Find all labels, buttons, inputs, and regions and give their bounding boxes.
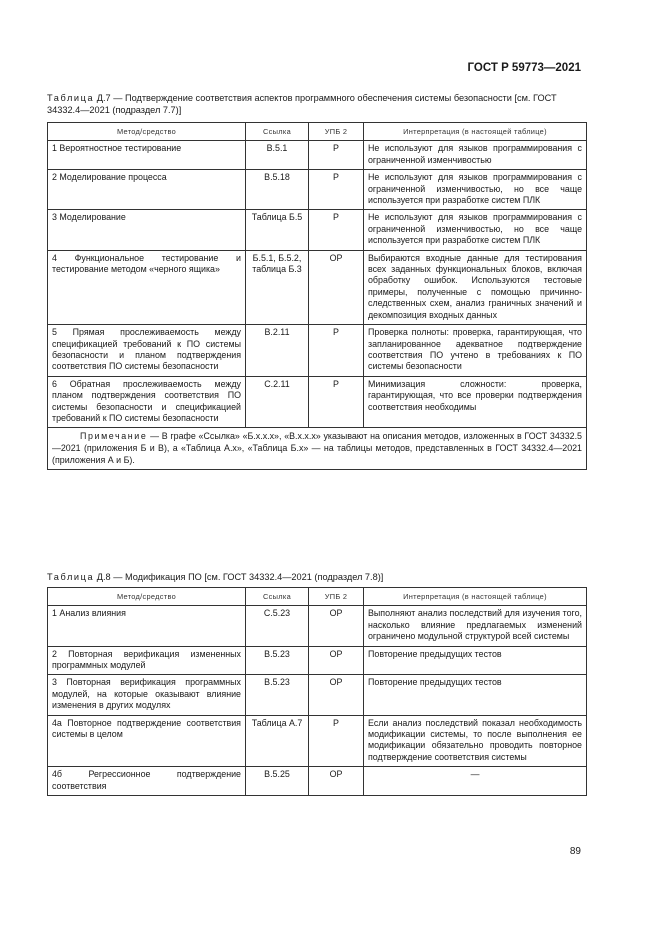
- table-row: [48, 250, 587, 324]
- cell-ref: Б.5.1, Б.5.2, таблица Б.3: [246, 250, 309, 324]
- cell-ref: Таблица А.7: [246, 715, 309, 767]
- cell-upb: ОР: [309, 606, 364, 646]
- cell-method: 2 Повторная верификация измененных программных модулей: [48, 646, 246, 675]
- column-header-ref: Ссылка: [246, 123, 309, 141]
- cell-method: 4а Повторное подтверждение соответствия системы в целом: [48, 715, 246, 767]
- cell-interp: Минимизация сложности: проверка, гарантирующая, что все проверки подтверждения соответствия необходимы: [364, 376, 587, 428]
- cell-method: 3 Повторная верификация программных модулей, на которые оказывают влияние изменения в других модулях: [48, 675, 246, 715]
- cell-upb: ОР: [309, 250, 364, 324]
- table-header-row: [48, 123, 587, 141]
- column-header-interp: Интерпретация (в настоящей таблице): [364, 588, 587, 606]
- cell-ref: В.5.23: [246, 646, 309, 675]
- cell-interp: Повторение предыдущих тестов: [364, 675, 587, 715]
- table-note-row: [48, 428, 587, 470]
- caption-prefix: Таблица: [47, 572, 95, 582]
- table-row: [48, 646, 587, 675]
- column-header-method: Метод/средство: [48, 588, 246, 606]
- cell-method: 2 Моделирование процесса: [48, 170, 246, 210]
- cell-upb: Р: [309, 170, 364, 210]
- table-row: [48, 210, 587, 250]
- table-caption-d7: [47, 92, 587, 116]
- column-header-interp: Интерпретация (в настоящей таблице): [364, 123, 587, 141]
- cell-ref: С.2.11: [246, 376, 309, 428]
- cell-interp: Не используют для языков программирования с ограниченной изменчивостью: [364, 141, 587, 170]
- cell-upb: Р: [309, 376, 364, 428]
- cell-upb: Р: [309, 210, 364, 250]
- table-row: [48, 675, 587, 715]
- caption-text: Д.8 — Модификация ПО [см. ГОСТ 34332.4—2021 (подраздел 7.8)]: [94, 572, 384, 582]
- page-number: 89: [569, 846, 581, 857]
- cell-interp: Выполняют анализ последствий для изучения того, насколько влияние предлагаемых изменений ограничено модульной структурой всей системы: [364, 606, 587, 646]
- cell-method: 1 Анализ влияния: [48, 606, 246, 646]
- cell-ref: Таблица Б.5: [246, 210, 309, 250]
- cell-method: 3 Моделирование: [48, 210, 246, 250]
- cell-method: 1 Вероятностное тестирование: [48, 141, 246, 170]
- note-prefix: Примечание: [80, 431, 148, 442]
- table-header-row: [48, 588, 587, 606]
- table-row: [48, 606, 587, 646]
- cell-ref: В.5.1: [246, 141, 309, 170]
- cell-upb: ОР: [309, 767, 364, 796]
- cell-method: 4б Регрессионное подтверждение соответствия: [48, 767, 246, 796]
- cell-upb: Р: [309, 715, 364, 767]
- cell-interp: Проверка полноты: проверка, гарантирующая, что запланированное адекватное подтверждение соответствия ПО учтено в требованиях к ПО системы безопасности: [364, 325, 587, 377]
- table-row: [48, 325, 587, 377]
- cell-ref: В.2.11: [246, 325, 309, 377]
- table-row: [48, 376, 587, 428]
- table-d7: [47, 122, 587, 470]
- cell-method: 5 Прямая прослеживаемость между спецификацией требований к ПО системы безопасности и планом подтверждения соответствия ПО системы безопасности: [48, 325, 246, 377]
- table-caption-d8: [47, 571, 587, 583]
- cell-ref: С.5.23: [246, 606, 309, 646]
- cell-ref: В.5.18: [246, 170, 309, 210]
- cell-interp: Повторение предыдущих тестов: [364, 646, 587, 675]
- table-d8: [47, 587, 587, 796]
- column-header-ref: Ссылка: [246, 588, 309, 606]
- cell-interp: Не используют для языков программирования с ограниченной изменчивостью, но все чаще используется при разработке систем ПЛК: [364, 170, 587, 210]
- cell-interp: Выбираются входные данные для тестирования всех заданных функциональных блоков, включая обработку ошибок. Используются тестовые примеры, полученные с помощью причинно-следственных схем, анализ граничных значений и декомпозиция входных данных: [364, 250, 587, 324]
- caption-text: Д.7 — Подтверждение соответствия аспектов программного обеспечения системы безопасности [см. ГОСТ 34332.4—2021 (подраздел 7.7)]: [47, 93, 557, 115]
- table-row: [48, 767, 587, 796]
- cell-ref: В.5.23: [246, 675, 309, 715]
- table-row: [48, 715, 587, 767]
- caption-prefix: Таблица: [47, 93, 95, 103]
- cell-method: 6 Обратная прослеживаемость между планом подтверждения соответствия ПО системы безопасности и спецификацией требований к ПО системы безопасности: [48, 376, 246, 428]
- table-note: [48, 428, 587, 470]
- cell-upb: ОР: [309, 646, 364, 675]
- document-code: ГОСТ Р 59773—2021: [467, 62, 581, 74]
- column-header-method: Метод/средство: [48, 123, 246, 141]
- cell-upb: ОР: [309, 675, 364, 715]
- cell-ref: В.5.25: [246, 767, 309, 796]
- cell-upb: Р: [309, 325, 364, 377]
- column-header-upb: УПБ 2: [309, 123, 364, 141]
- table-row: [48, 170, 587, 210]
- table-row: [48, 141, 587, 170]
- cell-interp: —: [364, 767, 587, 796]
- column-header-upb: УПБ 2: [309, 588, 364, 606]
- cell-interp: Если анализ последствий показал необходимость модификации системы, то после выполнения ее модификации обязательно проводить повторное подтверждение соответствия системы: [364, 715, 587, 767]
- cell-interp: Не используют для языков программирования с ограниченной изменчивостью, но все чаще используется при разработке систем ПЛК: [364, 210, 587, 250]
- cell-upb: Р: [309, 141, 364, 170]
- note-text: — В графе «Ссылка» «Б.х.х.х», «В.х.х.х» указывают на описания методов, изложенных в ГОСТ 34332.5—2021 (приложения Б и В), а «Таблица А.х», «Таблица Б.х» — на таблицы методов, представленных в ГОСТ 34332.4—2021 (приложения А и Б).: [52, 431, 582, 466]
- cell-method: 4 Функциональное тестирование и тестирование методом «черного ящика»: [48, 250, 246, 324]
